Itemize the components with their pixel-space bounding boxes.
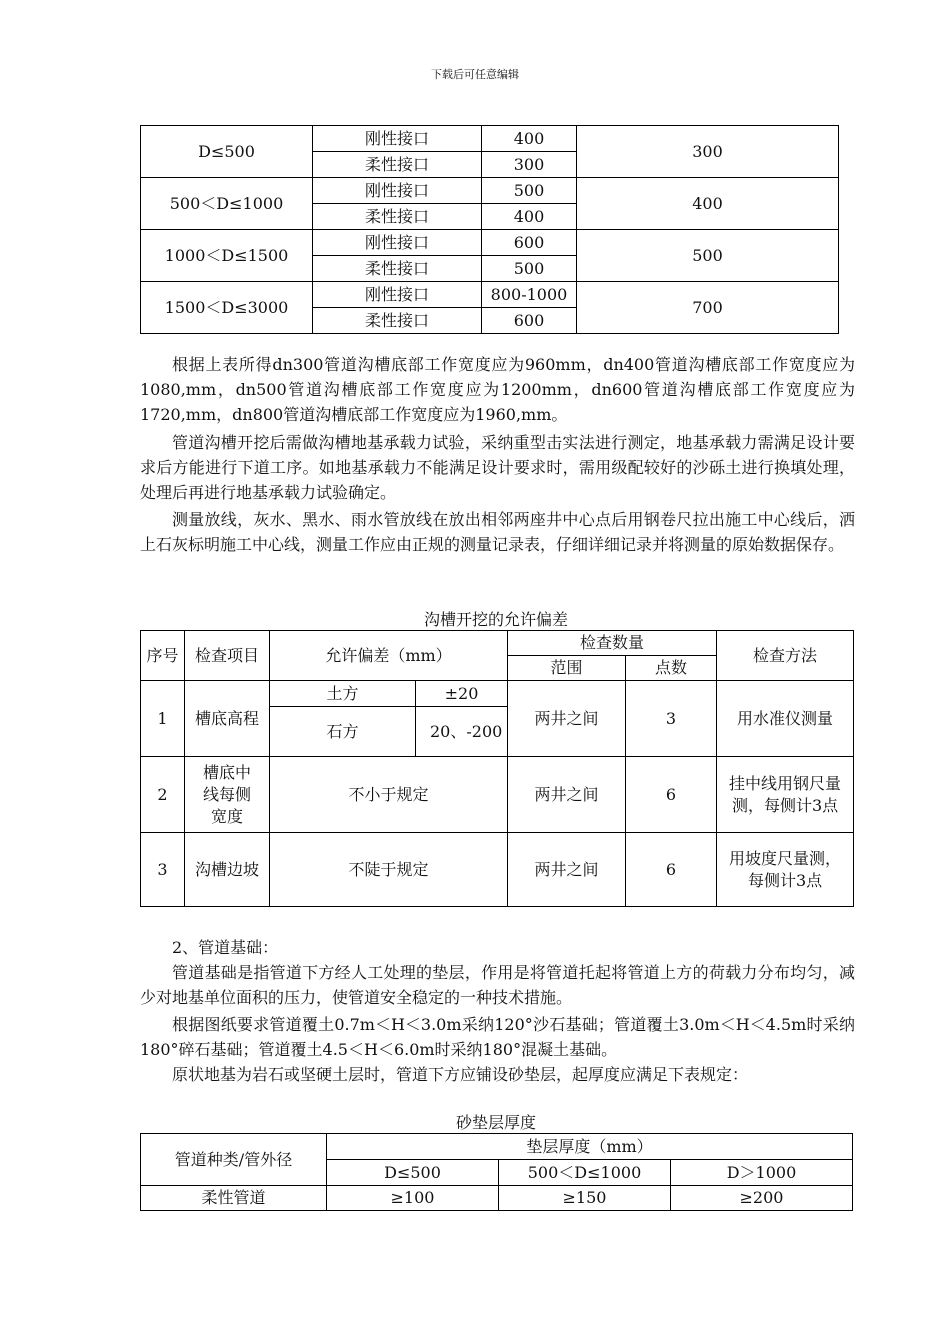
row-pipe-type: 柔性管道 [141, 1186, 327, 1211]
sub-tolerance: 20、-200 [416, 707, 508, 757]
extra-width-cell: 300 [577, 126, 839, 178]
header-quantity: 检查数量 [508, 631, 717, 656]
sub-kind: 土方 [270, 681, 416, 707]
joint-type-cell: 柔性接口 [313, 256, 482, 282]
joint-type-cell: 柔性接口 [313, 204, 482, 230]
joint-value-cell: 400 [482, 126, 577, 152]
row-method: 用水准仪测量 [717, 681, 854, 757]
row-no: 2 [141, 757, 185, 833]
joint-value-cell: 500 [482, 256, 577, 282]
sub-kind: 石方 [270, 707, 416, 757]
row-scope: 两井之间 [508, 681, 626, 757]
row-tolerance: 不小于规定 [270, 757, 508, 833]
row-scope: 两井之间 [508, 833, 626, 907]
paragraph-foundation-def: 管道基础是指管道下方经人工处理的垫层，作用是将管道托起将管道上方的荷载力分布均匀，减少对地基单位面积的压力，使管道安全稳定的一种技术措施。 [140, 963, 855, 1007]
row-no: 1 [141, 681, 185, 757]
joint-type-cell: 柔性接口 [313, 152, 482, 178]
row-thickness: ≥100 [327, 1186, 499, 1211]
header-points: 点数 [626, 656, 717, 681]
joint-value-cell: 800-1000 [482, 282, 577, 308]
row-item: 槽底高程 [185, 681, 270, 757]
header-pipe-type: 管道种类/管外径 [141, 1134, 327, 1186]
col-diameter: 500＜D≤1000 [499, 1160, 671, 1186]
header-method: 检查方法 [717, 631, 854, 681]
row-item: 沟槽边坡 [185, 833, 270, 907]
joint-value-cell: 600 [482, 230, 577, 256]
cushion-table [140, 1133, 853, 1211]
paragraph-cover-depth: 根据图纸要求管道覆土0.7m＜H＜3.0m采纳120°沙石基础；管道覆土3.0m＜H＜4.5m时采纳180°碎石基础；管道覆土4.5＜H＜6.0m时采纳180°混凝土基础。 [140, 1015, 855, 1059]
section-heading-foundation: 2、管道基础： [172, 938, 279, 957]
joint-type-cell: 刚性接口 [313, 230, 482, 256]
joint-type-cell: 柔性接口 [313, 308, 482, 334]
extra-width-cell: 500 [577, 230, 839, 282]
joint-value-cell: 400 [482, 204, 577, 230]
row-tolerance: 不陡于规定 [270, 833, 508, 907]
joint-type-cell: 刚性接口 [313, 126, 482, 152]
paragraph-sand-cushion: 原状地基为岩石或坚硬土层时，管道下方应铺设砂垫层，起厚度应满足下表规定： [172, 1065, 749, 1084]
header-no: 序号 [141, 631, 185, 681]
joint-type-cell: 刚性接口 [313, 178, 482, 204]
joint-value-cell: 500 [482, 178, 577, 204]
extra-width-cell: 700 [577, 282, 839, 334]
row-points: 3 [626, 681, 717, 757]
range-cell: 1500＜D≤3000 [141, 282, 313, 334]
paragraph-trench-width: 根据上表所得dn300管道沟槽底部工作宽度应为960mm，dn400管道沟槽底部工作宽度应为1080,mm，dn500管道沟槽底部工作宽度应为1200mm，dn600管道沟槽底部工作宽度应为1720,mm，dn800管道沟槽底部工作宽度应为1960,mm。 [140, 355, 855, 424]
joint-value-cell: 300 [482, 152, 577, 178]
row-thickness: ≥200 [671, 1186, 853, 1211]
header-tolerance: 允许偏差（mm） [270, 631, 508, 681]
page-header: 下载后可任意编辑 [431, 68, 519, 81]
row-points: 6 [626, 757, 717, 833]
cushion-table-caption: 砂垫层厚度 [455, 1113, 536, 1132]
row-scope: 两井之间 [508, 757, 626, 833]
row-no: 3 [141, 833, 185, 907]
row-thickness: ≥150 [499, 1186, 671, 1211]
tolerance-table-caption: 沟槽开挖的允许偏差 [423, 610, 568, 629]
row-points: 6 [626, 833, 717, 907]
paragraph-bearing-test: 管道沟槽开挖后需做沟槽地基承载力试验，采纳重型击实法进行测定，地基承载力需满足设计要求后方能进行下道工序。如地基承载力不能满足设计要求时，需用级配较好的沙砾土进行换填处理，处理后再进行地基承载力试验确定。 [140, 433, 855, 502]
range-cell: D≤500 [141, 126, 313, 178]
extra-width-cell: 400 [577, 178, 839, 230]
joint-value-cell: 600 [482, 308, 577, 334]
row-item: 槽底中线每侧宽度 [185, 757, 270, 833]
width-table [140, 125, 839, 334]
row-method: 用坡度尺量测，每侧计3点 [717, 833, 854, 907]
col-diameter: D＞1000 [671, 1160, 853, 1186]
header-thickness: 垫层厚度（mm） [327, 1134, 853, 1160]
col-diameter: D≤500 [327, 1160, 499, 1186]
range-cell: 1000＜D≤1500 [141, 230, 313, 282]
tolerance-table [140, 630, 854, 907]
row-method: 挂中线用钢尺量测，每侧计3点 [717, 757, 854, 833]
header-scope: 范围 [508, 656, 626, 681]
paragraph-survey: 测量放线，灰水、黑水、雨水管放线在放出相邻两座井中心点后用钢卷尺拉出施工中心线后，洒上石灰标明施工中心线，测量工作应由正规的测量记录表，仔细详细记录并将测量的原始数据保存。 [140, 510, 855, 554]
range-cell: 500＜D≤1000 [141, 178, 313, 230]
joint-type-cell: 刚性接口 [313, 282, 482, 308]
header-item: 检查项目 [185, 631, 270, 681]
sub-tolerance: ±20 [416, 681, 508, 707]
